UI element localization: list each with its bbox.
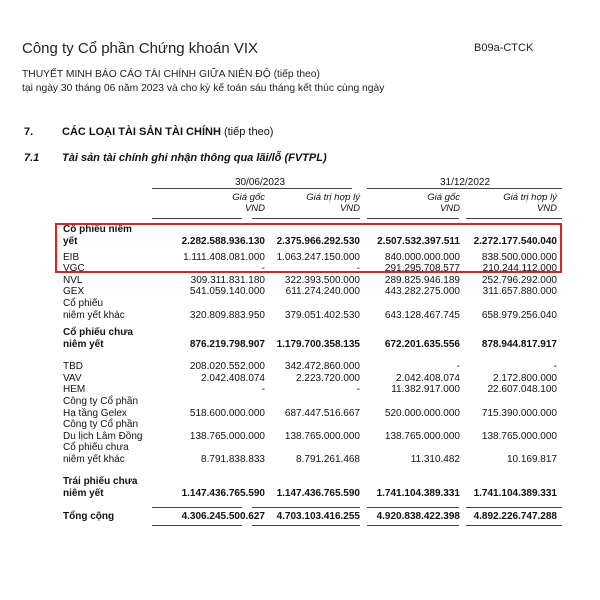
cell-value: 878.944.817.917 — [481, 338, 557, 350]
row-label — [63, 442, 129, 465]
cell-value: 138.765.000.000 — [189, 430, 265, 442]
column-header-1-unit: VND — [244, 203, 265, 214]
row-label-line: Cổ phiếu chưa — [63, 442, 129, 453]
row-label-line: Cổ phiếu niêm — [63, 224, 132, 235]
column-header-4 — [442, 192, 557, 214]
cell-value: 210.244.112.000 — [482, 263, 557, 274]
column-header-3-unit: VND — [439, 203, 460, 214]
cell-value: 10.169.817 — [506, 453, 557, 465]
cell-value: 1.111.408.081.000 — [183, 252, 265, 263]
cell-value: 1.741.104.389.331 — [376, 487, 460, 499]
cell-value: 138.765.000.000 — [284, 430, 360, 442]
cell-value: 672.201.635.556 — [384, 338, 460, 350]
row-label-line: Trái phiếu chưa — [63, 476, 138, 487]
row-label-line: VGC — [63, 263, 85, 274]
row-label-line: yết — [63, 235, 78, 247]
header-rule-3 — [367, 218, 459, 219]
cell-value: 208.020.552.000 — [189, 361, 265, 372]
section-number: 7. — [24, 126, 34, 138]
subsection-title: Tài sản tài chính ghi nhận thông qua lãi/lỗ (FVTPL) — [62, 152, 327, 164]
row-label-line: NVL — [63, 275, 83, 286]
cell-value: - — [456, 361, 460, 372]
cell-value: 520.000.000.000 — [384, 407, 460, 419]
total-rule-1 — [152, 507, 242, 508]
total-rule-4 — [466, 507, 562, 508]
column-header-2-unit: VND — [339, 203, 360, 214]
row-label-line: Công ty Cổ phần — [63, 419, 139, 430]
section-title — [62, 126, 273, 138]
cell-value: 4.703.103.416.255 — [276, 511, 360, 522]
column-header-2 — [245, 192, 360, 214]
cell-value: 1.147.436.765.590 — [181, 487, 265, 499]
period-underline-2 — [367, 188, 562, 189]
cell-value: - — [553, 361, 557, 372]
cell-value: 322.393.500.000 — [284, 275, 360, 286]
cell-value: 2.375.966.292.530 — [276, 235, 360, 247]
cell-value: 2.272.177.540.040 — [473, 235, 557, 247]
highlight-box — [55, 223, 562, 273]
cell-value: 8.791.261.468 — [296, 453, 360, 465]
report-title: THUYẾT MINH BÁO CÁO TÀI CHÍNH GIỮA NIÊN ĐỘ (tiếp theo) — [22, 69, 320, 80]
total-rule-2 — [252, 507, 360, 508]
row-label — [63, 275, 82, 287]
cell-value: 2.507.532.397.511 — [377, 235, 460, 247]
cell-value: 342.472.860.000 — [284, 361, 360, 372]
cell-value: 309.311.831.180 — [190, 275, 265, 286]
cell-value: 252.796.292.000 — [481, 275, 557, 286]
row-label-line: Du lịch Lâm Đồng — [63, 430, 143, 442]
subsection-number: 7.1 — [24, 152, 40, 164]
row-label-line: Cổ phiếu chưa — [63, 327, 134, 338]
row-label-line: EIB — [63, 252, 80, 263]
total-underline-3 — [367, 525, 459, 526]
row-label-line: Hạ tầng Gelex — [63, 407, 127, 419]
total-underline-4 — [466, 525, 562, 526]
row-label-line: Cổ phiếu — [63, 298, 104, 309]
row-label-line: niêm yết — [63, 487, 104, 499]
cell-value: 289.825.946.189 — [384, 275, 460, 286]
cell-value: 2.042.408.074 — [396, 373, 460, 384]
row-label — [63, 298, 125, 321]
row-label — [63, 361, 83, 373]
row-label-line: GEX — [63, 286, 85, 297]
cell-value: 4.892.226.747.288 — [473, 511, 557, 522]
total-underline-2 — [252, 525, 360, 526]
total-rule-3 — [367, 507, 459, 508]
cell-value: 2.282.588.936.130 — [181, 235, 265, 247]
cell-value: 379.051.402.530 — [284, 309, 360, 321]
cell-value: 1.179.700.358.135 — [276, 338, 360, 350]
period-header-1: 30/06/2023 — [234, 177, 286, 188]
form-code: B09a-CTCK — [474, 42, 534, 54]
row-label — [63, 419, 142, 442]
header-rule-1 — [152, 218, 242, 219]
report-subtitle: tại ngày 30 tháng 06 năm 2023 và cho kỳ kế toán sáu tháng kết thúc cùng ngày — [22, 83, 385, 94]
cell-value: 541.059.140.000 — [189, 286, 265, 297]
cell-value: 518.600.000.000 — [189, 407, 265, 419]
row-label — [63, 511, 114, 523]
cell-value: 838.500.000.000 — [481, 252, 557, 263]
cell-value: 2.172.800.000 — [493, 373, 557, 384]
cell-value: 687.447.516.667 — [284, 407, 360, 419]
cell-value: 2.223.720.000 — [296, 373, 360, 384]
cell-value: 658.979.256.040 — [481, 309, 557, 321]
row-label — [63, 476, 137, 499]
column-header-3-title: Giá gốc — [427, 192, 460, 203]
header-rule-2 — [252, 218, 360, 219]
row-label-line: niêm yết khác — [63, 309, 125, 321]
cell-value: 311.657.880.000 — [482, 286, 557, 297]
header-rule-4 — [466, 218, 562, 219]
cell-value: 715.390.000.000 — [481, 407, 557, 419]
cell-value: 22.607.048.100 — [487, 384, 557, 395]
section-title-suffix: (tiếp theo) — [220, 126, 274, 138]
cell-value: - — [261, 384, 265, 395]
row-label-line: niêm yết — [63, 338, 104, 350]
cell-value: 443.282.275.000 — [384, 286, 460, 297]
total-underline-1 — [152, 525, 242, 526]
cell-value: 2.042.408.074 — [201, 373, 265, 384]
cell-value: 320.809.883.950 — [189, 309, 265, 321]
row-label-line: Tổng cộng — [63, 511, 115, 522]
cell-value: 643.128.467.745 — [384, 309, 460, 321]
section-title-bold: CÁC LOẠI TÀI SẢN TÀI CHÍNH — [62, 126, 221, 138]
cell-value: 11.382.917.000 — [391, 384, 460, 395]
row-label-line: VAV — [63, 373, 82, 384]
row-label-line: niêm yết khác — [63, 453, 125, 465]
row-label — [63, 384, 85, 396]
row-label — [63, 327, 133, 350]
cell-value: 840.000.000.000 — [384, 252, 460, 263]
row-label-line: Công ty Cổ phần — [63, 396, 139, 407]
cell-value: 611.274.240.000 — [285, 286, 360, 297]
row-label-line: HEM — [63, 384, 86, 395]
cell-value: 291.295.708.577 — [384, 263, 460, 274]
column-header-2-title: Giá trị hợp lý — [306, 192, 360, 203]
period-header-2: 31/12/2022 — [439, 177, 491, 188]
cell-value: - — [261, 263, 265, 274]
cell-value: 876.219.798.907 — [189, 338, 265, 350]
cell-value: 4.306.245.500.627 — [181, 511, 265, 522]
row-label — [63, 396, 138, 419]
row-label — [63, 286, 84, 298]
cell-value: 1.063.247.150.000 — [276, 252, 360, 263]
row-label-line: TBD — [63, 361, 83, 372]
cell-value: 11.310.482 — [410, 453, 460, 465]
cell-value: 138.765.000.000 — [384, 430, 460, 442]
column-header-4-title: Giá trị hợp lý — [503, 192, 557, 203]
cell-value: 1.741.104.389.331 — [473, 487, 557, 499]
cell-value: - — [356, 263, 360, 274]
period-underline-1 — [152, 188, 352, 189]
company-name: Công ty Cổ phần Chứng khoán VIX — [22, 40, 259, 57]
cell-value: 4.920.838.422.398 — [376, 511, 460, 522]
column-header-4-unit: VND — [536, 203, 557, 214]
cell-value: 138.765.000.000 — [481, 430, 557, 442]
row-label — [63, 373, 82, 385]
cell-value: - — [356, 384, 360, 395]
cell-value: 8.791.838.833 — [201, 453, 265, 465]
column-header-1-title: Giá gốc — [232, 192, 265, 203]
cell-value: 1.147.436.765.590 — [276, 487, 360, 499]
